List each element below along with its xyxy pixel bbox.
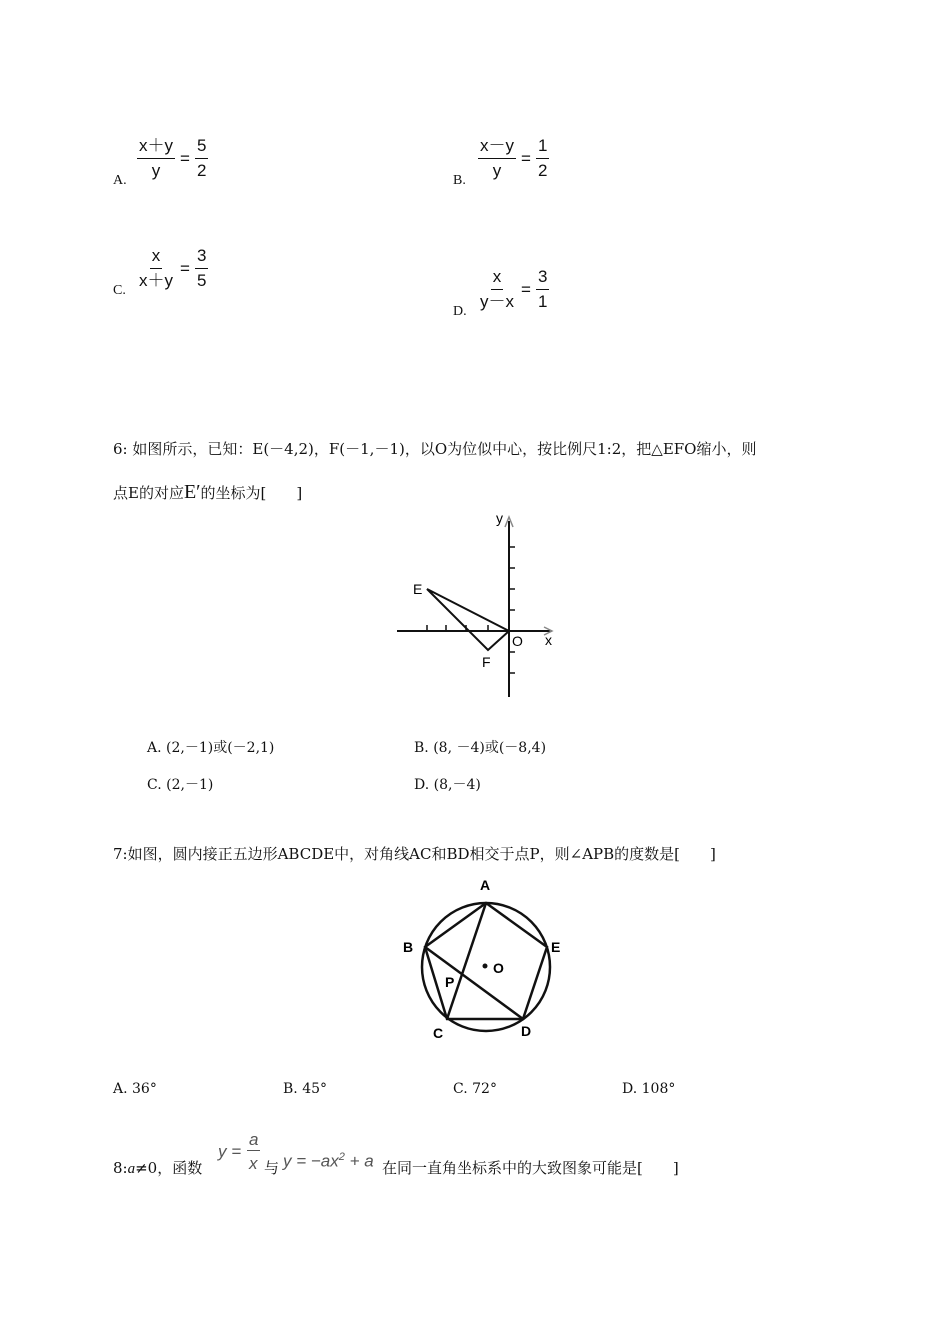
equals-sign: =	[180, 258, 190, 278]
function-2-main: y = −ax	[283, 1151, 339, 1171]
answer-text: 36°	[132, 1081, 157, 1097]
q8-condition: ≠0，函数	[135, 1159, 203, 1177]
answer-text: 72°	[472, 1081, 497, 1097]
q7-question-line: 7:如图，圆内接正五边形ABCDE中，对角线AC和BD相交于点P，则∠APB的度数是[ ]	[113, 845, 716, 863]
fraction-denominator: 5	[196, 271, 207, 290]
fraction-denominator: 2	[537, 161, 548, 180]
diagonal-bd	[425, 947, 523, 1019]
q8-number: 8:	[113, 1159, 128, 1177]
fraction-denominator: x＋y	[139, 271, 173, 290]
answer-letter: D.	[414, 777, 430, 793]
q8-prefix	[113, 1158, 202, 1179]
point-e-label: E	[413, 581, 423, 597]
q7-answer-c	[453, 1081, 497, 1097]
q6-answer-c	[147, 774, 213, 794]
answer-text: (2,－1)	[166, 777, 214, 793]
q5-option-d-equation	[478, 267, 549, 312]
q5-option-a-letter: A.	[113, 173, 127, 188]
answer-letter: A.	[113, 1081, 128, 1097]
fraction-denominator: y	[492, 161, 502, 180]
fraction-denominator: 1	[537, 292, 548, 311]
e-prime-symbol: E′	[183, 481, 201, 503]
q6-question-line2	[113, 482, 302, 503]
function-1-denominator: x	[249, 1154, 258, 1173]
answer-text: (2,－1)或(－2,1)	[166, 740, 275, 756]
fraction-numerator: x－y	[478, 136, 516, 159]
q6-coordinate-figure	[390, 505, 565, 705]
q7-pentagon-figure	[395, 872, 575, 1042]
q6-answer-a	[147, 737, 274, 757]
fraction-numerator: 5	[195, 136, 208, 159]
q5-option-c-letter: C.	[113, 283, 126, 298]
q5-option-d-letter: D.	[453, 304, 467, 319]
function-2-exponent: 2	[338, 1151, 345, 1163]
fraction-numerator: x	[491, 267, 504, 290]
vertex-a-label: A	[480, 877, 491, 893]
answer-text: (8, －4)或(－8,4)	[433, 740, 547, 756]
fraction-numerator: 1	[536, 136, 549, 159]
x-axis-label: x	[545, 632, 552, 648]
answer-letter: B.	[414, 740, 429, 756]
function-1-numerator: a	[249, 1130, 259, 1149]
triangle-efo	[427, 589, 509, 650]
answer-letter: D.	[622, 1081, 638, 1097]
equals-sign: =	[180, 148, 190, 168]
answer-text: 108°	[641, 1081, 676, 1097]
answer-letter: C.	[147, 777, 162, 793]
fraction-numerator: 3	[536, 267, 549, 290]
diagonal-ac	[447, 903, 486, 1019]
q6-answer-d	[414, 774, 481, 794]
y-axis-label: y	[496, 510, 503, 526]
q8-connector: 与	[264, 1159, 280, 1177]
equals-sign: =	[521, 279, 531, 299]
origin-label: O	[512, 633, 523, 649]
answer-letter: A.	[147, 740, 162, 756]
center-point	[483, 964, 488, 969]
q5-option-b-letter: B.	[453, 173, 466, 188]
q5-option-a-equation	[137, 136, 208, 181]
vertex-d-label: D	[521, 1023, 532, 1039]
q8-function-2	[283, 1151, 374, 1172]
q6-line2-prefix: 点E的对应	[113, 484, 184, 502]
function-1-lhs: y =	[218, 1142, 242, 1161]
fraction-denominator: y－x	[480, 292, 514, 311]
fraction-denominator: y	[151, 161, 161, 180]
vertex-e-label: E	[551, 939, 561, 955]
point-p-label: P	[445, 974, 455, 990]
q6-answer-b	[414, 737, 546, 757]
fraction-numerator: 3	[195, 246, 208, 269]
answer-text: 45°	[302, 1081, 328, 1097]
vertex-b-label: B	[403, 939, 414, 955]
variable-a: a	[127, 1161, 136, 1177]
center-o-label: O	[493, 960, 504, 976]
fraction-denominator: 2	[196, 161, 207, 180]
q8-question-suffix: 在同一直角坐标系中的大致图象可能是[ ]	[382, 1159, 679, 1177]
q7-answer-b	[283, 1081, 327, 1097]
point-f-label: F	[482, 654, 491, 670]
q6-line2-suffix: 的坐标为[ ]	[200, 484, 303, 502]
q5-option-c-equation	[137, 246, 208, 291]
vertex-c-label: C	[433, 1025, 444, 1041]
answer-letter: B.	[283, 1081, 298, 1097]
q7-answer-d	[622, 1081, 675, 1097]
equals-sign: =	[521, 148, 531, 168]
fraction-numerator: x	[150, 246, 163, 269]
answer-letter: C.	[453, 1081, 468, 1097]
q5-option-b-equation	[478, 136, 549, 181]
function-2-tail: + a	[344, 1151, 374, 1171]
q7-answer-a	[113, 1081, 157, 1097]
fraction-numerator: x＋y	[137, 136, 175, 159]
answer-text: (8,－4)	[433, 777, 481, 793]
q6-question-line1: 6: 如图所示，已知：E(－4,2)，F(－1,－1)，以O为位似中心，按比例尺1:2，把△EFO缩小，则	[113, 440, 757, 458]
